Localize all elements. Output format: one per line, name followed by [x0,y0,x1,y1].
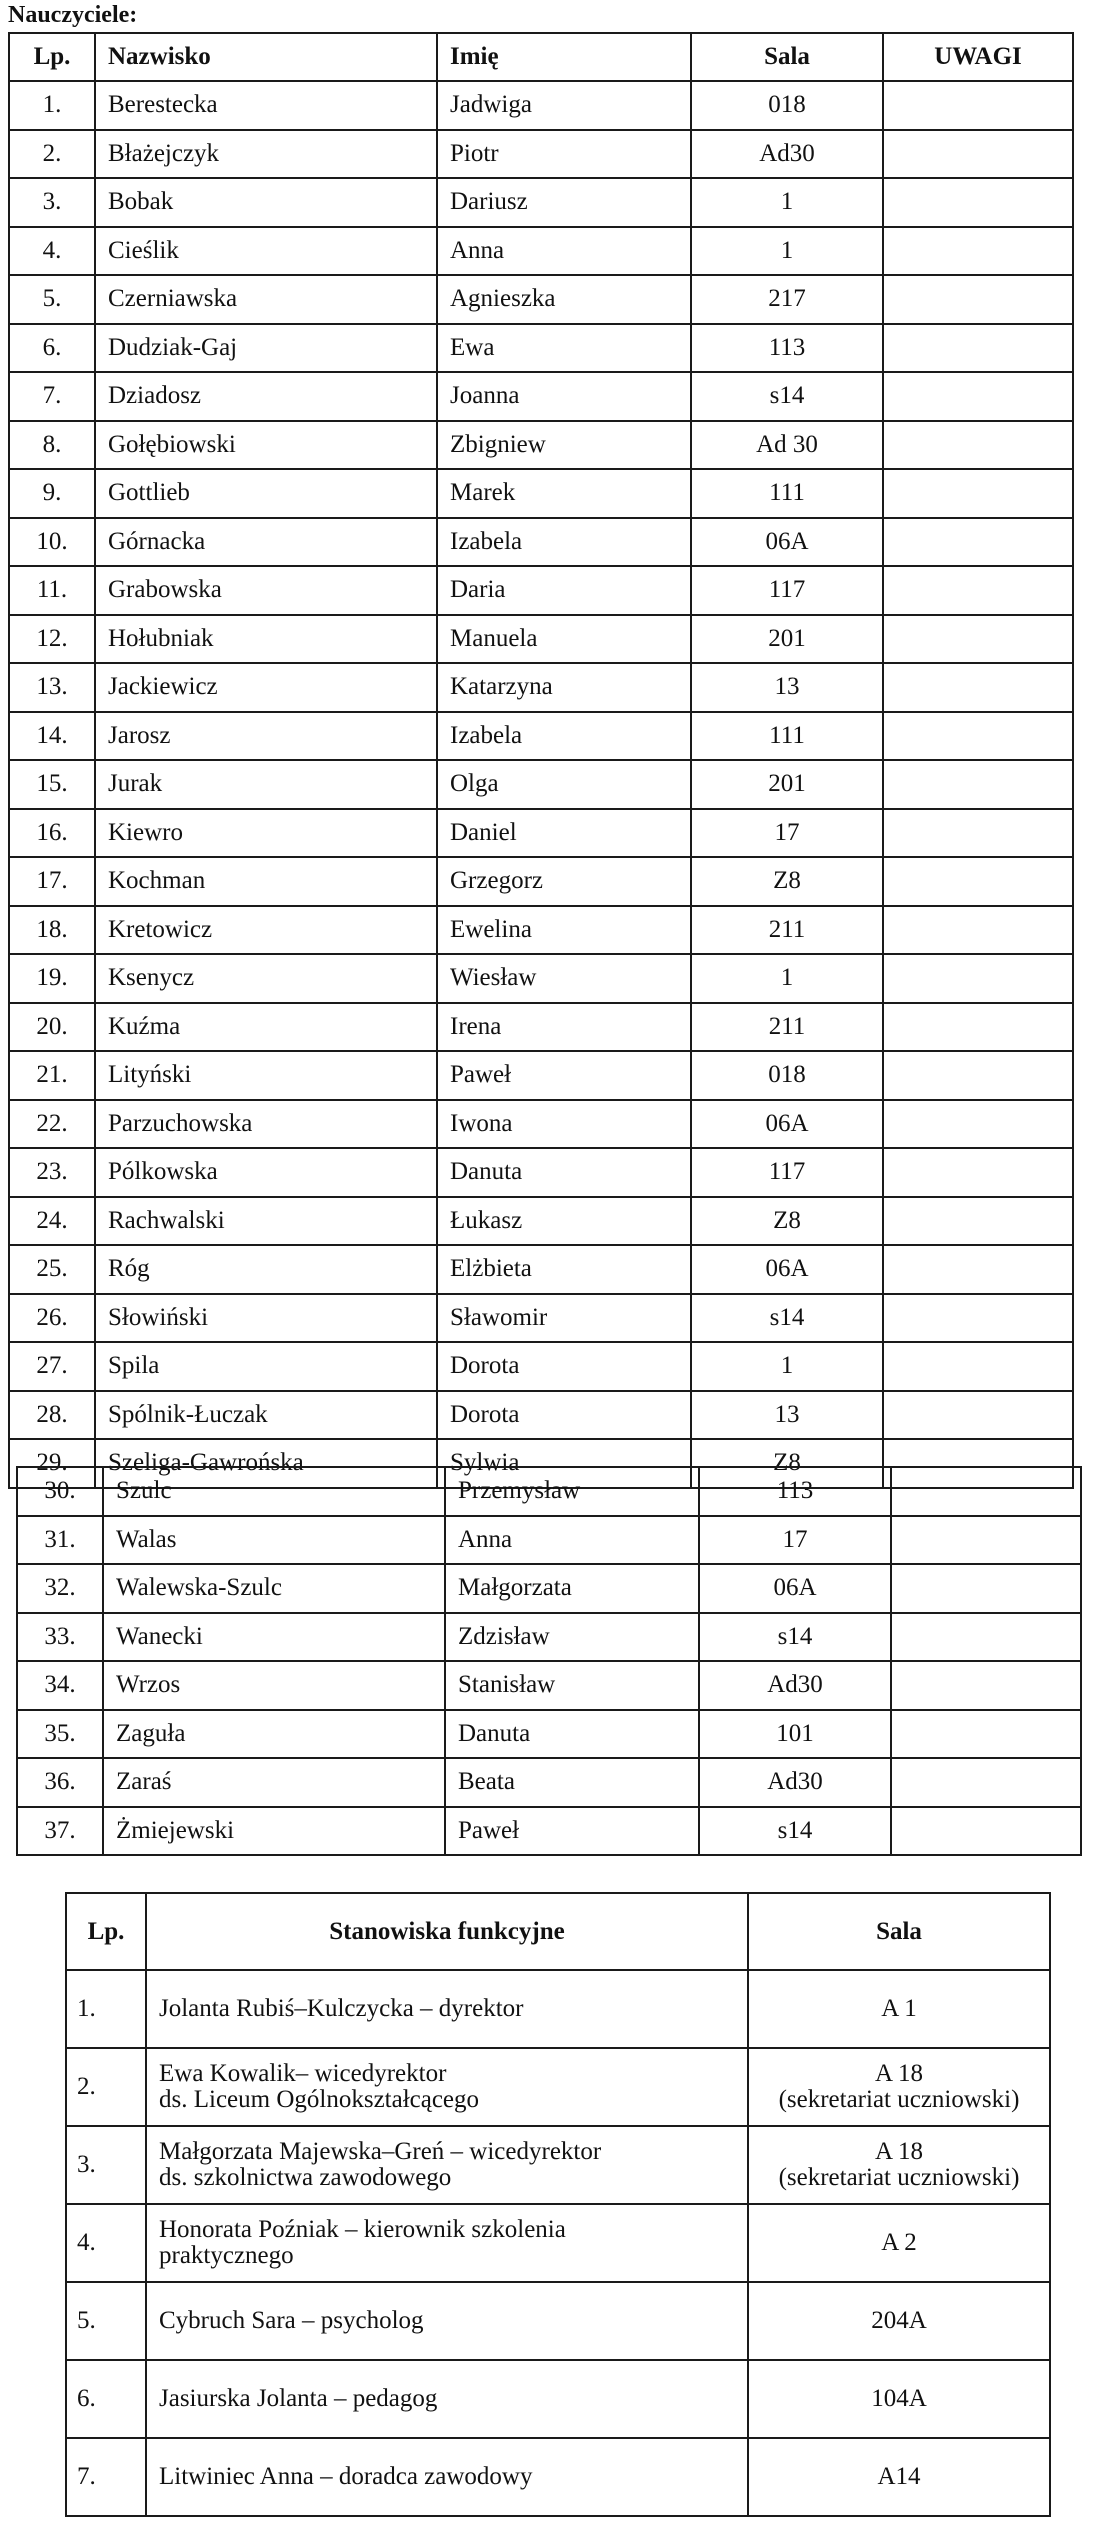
position-room [748,2282,1050,2360]
row-surname: Spila [95,1342,437,1391]
positions-table [65,1892,1051,2517]
row-first-name: Zdzisław [445,1613,699,1662]
table-row [9,81,1073,130]
row-surname: Bobak [95,178,437,227]
row-surname: Parzuchowska [95,1100,437,1149]
row-lp: 9. [9,469,95,518]
row-notes [883,1294,1073,1343]
position-lp: 2. [66,2048,146,2126]
row-surname: Cieślik [95,227,437,276]
position-room [748,1970,1050,2048]
table-row [9,1342,1073,1391]
row-first-name: Paweł [437,1051,691,1100]
row-surname: Berestecka [95,81,437,130]
row-lp: 12. [9,615,95,664]
row-notes [883,1245,1073,1294]
position-title-line1: Jolanta Rubiś–Kulczycka – dyrektor [159,1994,524,2022]
row-lp: 5. [9,275,95,324]
row-first-name: Sylwia [437,1439,691,1488]
row-notes [883,1391,1073,1440]
table-row [17,1564,1081,1613]
row-notes [883,954,1073,1003]
row-lp: 10. [9,518,95,567]
row-surname: Zaraś [103,1758,445,1807]
row-surname: Pólkowska [95,1148,437,1197]
row-notes [883,518,1073,567]
header-lp: Lp. [9,33,95,81]
row-room: 111 [691,712,883,761]
position-room [748,2360,1050,2438]
row-notes [883,1342,1073,1391]
row-surname: Kuźma [95,1003,437,1052]
row-room: 1 [691,1342,883,1391]
table-row [9,130,1073,179]
row-surname: Wanecki [103,1613,445,1662]
positions-body [66,1970,1050,2516]
row-lp: 4. [9,227,95,276]
row-notes [883,1051,1073,1100]
table-row [9,760,1073,809]
row-surname: Jackiewicz [95,663,437,712]
row-surname: Szeliga-Gawrońska [95,1439,437,1488]
position-title-line1: Litwiniec Anna – doradca zawodowy [159,2462,533,2490]
row-room: s14 [691,1294,883,1343]
row-room: 117 [691,566,883,615]
row-notes [883,130,1073,179]
row-first-name: Beata [445,1758,699,1807]
row-notes [883,615,1073,664]
position-room-line1: 104A [871,2384,927,2412]
row-lp: 7. [9,372,95,421]
row-room: Ad30 [699,1758,891,1807]
row-notes [883,372,1073,421]
row-first-name: Agnieszka [437,275,691,324]
row-surname: Górnacka [95,518,437,567]
row-first-name: Piotr [437,130,691,179]
row-surname: Walewska-Szulc [103,1564,445,1613]
position-room [748,2204,1050,2282]
row-room: Z8 [691,857,883,906]
row-surname: Wrzos [103,1661,445,1710]
position-title [146,1970,748,2048]
header-room: Sala [691,33,883,81]
table-row [9,324,1073,373]
row-room: s14 [699,1613,891,1662]
table-row [9,1197,1073,1246]
row-lp: 16. [9,809,95,858]
row-notes [883,663,1073,712]
row-lp: 18. [9,906,95,955]
row-room: 1 [691,227,883,276]
row-first-name: Izabela [437,518,691,567]
position-title-line1: Jasiurska Jolanta – pedagog [159,2384,438,2412]
row-lp: 13. [9,663,95,712]
row-surname: Dudziak-Gaj [95,324,437,373]
row-notes [883,227,1073,276]
row-lp: 14. [9,712,95,761]
row-lp: 32. [17,1564,103,1613]
row-room: 1 [691,954,883,1003]
row-notes [891,1758,1081,1807]
row-first-name: Dariusz [437,178,691,227]
table-row [9,615,1073,664]
position-title-line1: Honorata Poźniak – kierownik szkolenia [159,2215,566,2243]
row-lp: 11. [9,566,95,615]
row-notes [883,178,1073,227]
row-room: 13 [691,1391,883,1440]
row-notes [883,566,1073,615]
position-title [146,2204,748,2282]
header-notes: UWAGI [883,33,1073,81]
position-lp: 4. [66,2204,146,2282]
row-lp: 1. [9,81,95,130]
row-first-name: Danuta [437,1148,691,1197]
table-row [9,372,1073,421]
row-lp: 37. [17,1807,103,1856]
row-room: 1 [691,178,883,227]
row-lp: 19. [9,954,95,1003]
position-title [146,2438,748,2516]
row-first-name: Grzegorz [437,857,691,906]
positions-header-row [66,1893,1050,1970]
table-row [9,178,1073,227]
position-title-line1: Cybruch Sara – psycholog [159,2306,424,2334]
teachers-table-continued [16,1466,1082,1856]
position-lp: 5. [66,2282,146,2360]
row-first-name: Małgorzata [445,1564,699,1613]
table-row [66,1970,1050,2048]
position-room-line1: A 18 [875,2059,923,2087]
row-surname: Spólnik-Łuczak [95,1391,437,1440]
row-surname: Jarosz [95,712,437,761]
row-room: 113 [691,324,883,373]
row-lp: 35. [17,1710,103,1759]
position-title [146,2048,748,2126]
row-surname: Gołębiowski [95,421,437,470]
position-title [146,2360,748,2438]
row-surname: Lityński [95,1051,437,1100]
row-room: 211 [691,906,883,955]
position-room-line1: 204A [871,2306,927,2334]
table-row [9,906,1073,955]
row-room: 217 [691,275,883,324]
row-lp: 6. [9,324,95,373]
row-surname: Kretowicz [95,906,437,955]
table-row [17,1661,1081,1710]
table-row [9,663,1073,712]
row-surname: Błażejczyk [95,130,437,179]
row-surname: Jurak [95,760,437,809]
row-lp: 29. [9,1439,95,1488]
position-title [146,2126,748,2204]
row-surname: Zaguła [103,1710,445,1759]
row-notes [883,712,1073,761]
position-room-line1: A 1 [881,1994,917,2022]
row-notes [891,1807,1081,1856]
position-room-line2: (sekretariat uczniowski) [778,2086,1020,2113]
table-row [9,809,1073,858]
row-surname: Grabowska [95,566,437,615]
row-lp: 27. [9,1342,95,1391]
row-first-name: Sławomir [437,1294,691,1343]
row-lp: 20. [9,1003,95,1052]
row-notes [883,906,1073,955]
table-row [66,2126,1050,2204]
position-title-line2: ds. szkolnictwa zawodowego [159,2164,452,2191]
row-room: Z8 [691,1197,883,1246]
row-notes [883,1100,1073,1149]
row-surname: Czerniawska [95,275,437,324]
row-room: Ad30 [699,1661,891,1710]
row-room: Ad 30 [691,421,883,470]
row-lp: 2. [9,130,95,179]
row-room: 201 [691,760,883,809]
position-room-line1: A 2 [881,2228,917,2256]
table-row [9,1245,1073,1294]
table-row [9,275,1073,324]
row-notes [883,421,1073,470]
row-first-name: Danuta [445,1710,699,1759]
page-heading: Nauczyciele: [8,2,138,28]
position-lp: 7. [66,2438,146,2516]
row-lp: 33. [17,1613,103,1662]
row-surname: Szulc [103,1467,445,1516]
row-surname: Rachwalski [95,1197,437,1246]
table-row [66,2048,1050,2126]
row-first-name: Daniel [437,809,691,858]
position-lp: 1. [66,1970,146,2048]
row-first-name: Jadwiga [437,81,691,130]
row-lp: 23. [9,1148,95,1197]
position-room [748,2048,1050,2126]
row-room: 13 [691,663,883,712]
row-surname: Dziadosz [95,372,437,421]
row-lp: 36. [17,1758,103,1807]
row-room: 018 [691,1051,883,1100]
row-notes [883,1148,1073,1197]
table-row [9,1003,1073,1052]
table-row [9,421,1073,470]
row-room: 06A [691,518,883,567]
table-row [9,1148,1073,1197]
row-notes [883,81,1073,130]
row-first-name: Iwona [437,1100,691,1149]
position-title-line2: ds. Liceum Ogólnokształcącego [159,2086,480,2113]
table-row [17,1467,1081,1516]
row-room: 06A [691,1245,883,1294]
position-title-line2: praktycznego [159,2242,294,2269]
row-first-name: Manuela [437,615,691,664]
row-first-name: Dorota [437,1391,691,1440]
row-room: 06A [699,1564,891,1613]
row-lp: 15. [9,760,95,809]
row-notes [883,469,1073,518]
row-notes [891,1661,1081,1710]
row-notes [883,857,1073,906]
table-row [17,1613,1081,1662]
header-first-name: Imię [437,33,691,81]
row-surname: Słowiński [95,1294,437,1343]
position-room [748,2438,1050,2516]
row-room: 211 [691,1003,883,1052]
table-row [66,2438,1050,2516]
row-notes [891,1710,1081,1759]
row-room: 17 [691,809,883,858]
teachers-table [8,32,1074,1489]
positions-header-room: Sala [748,1893,1050,1970]
table-row [17,1758,1081,1807]
position-title [146,2282,748,2360]
table-row [66,2204,1050,2282]
row-lp: 21. [9,1051,95,1100]
row-first-name: Zbigniew [437,421,691,470]
row-notes [883,1003,1073,1052]
row-room: 06A [691,1100,883,1149]
row-lp: 26. [9,1294,95,1343]
row-notes [883,809,1073,858]
row-room: 111 [691,469,883,518]
row-surname: Ksenycz [95,954,437,1003]
table-row [17,1516,1081,1565]
row-lp: 31. [17,1516,103,1565]
table-row [9,1100,1073,1149]
row-room: Z8 [691,1439,883,1488]
row-room: 17 [699,1516,891,1565]
row-first-name: Łukasz [437,1197,691,1246]
row-room: Ad30 [691,130,883,179]
row-lp: 8. [9,421,95,470]
table-row [9,857,1073,906]
row-surname: Kochman [95,857,437,906]
position-room-line1: A14 [877,2462,921,2490]
row-lp: 30. [17,1467,103,1516]
position-room [748,2126,1050,2204]
table-row [9,1391,1073,1440]
table-row [66,2282,1050,2360]
teachers-header-row [9,33,1073,81]
header-surname: Nazwisko [95,33,437,81]
row-first-name: Anna [445,1516,699,1565]
row-notes [891,1613,1081,1662]
row-surname: Żmiejewski [103,1807,445,1856]
row-notes [883,760,1073,809]
row-lp: 24. [9,1197,95,1246]
row-first-name: Wiesław [437,954,691,1003]
row-first-name: Joanna [437,372,691,421]
position-title-line1: Małgorzata Majewska–Greń – wicedyrektor [159,2137,602,2165]
row-first-name: Paweł [445,1807,699,1856]
table-row [9,954,1073,1003]
row-first-name: Daria [437,566,691,615]
table-row [9,712,1073,761]
row-notes [883,1197,1073,1246]
table-row [9,469,1073,518]
row-notes [891,1564,1081,1613]
row-lp: 25. [9,1245,95,1294]
row-first-name: Anna [437,227,691,276]
row-room: 101 [699,1710,891,1759]
row-surname: Gottlieb [95,469,437,518]
positions-header-position: Stanowiska funkcyjne [146,1893,748,1970]
position-lp: 6. [66,2360,146,2438]
row-room: s14 [699,1807,891,1856]
row-first-name: Katarzyna [437,663,691,712]
row-lp: 17. [9,857,95,906]
teachers-body-continued [17,1467,1081,1855]
row-notes [883,275,1073,324]
row-room: 201 [691,615,883,664]
table-row [9,1294,1073,1343]
row-first-name: Irena [437,1003,691,1052]
row-first-name: Dorota [437,1342,691,1391]
position-room-line2: (sekretariat uczniowski) [778,2164,1020,2191]
row-surname: Hołubniak [95,615,437,664]
row-lp: 22. [9,1100,95,1149]
row-first-name: Ewa [437,324,691,373]
row-first-name: Izabela [437,712,691,761]
table-row [17,1710,1081,1759]
positions-header-lp: Lp. [66,1893,146,1970]
row-room: 117 [691,1148,883,1197]
row-room: s14 [691,372,883,421]
row-lp: 34. [17,1661,103,1710]
row-lp: 28. [9,1391,95,1440]
row-room: 113 [699,1467,891,1516]
table-row [66,2360,1050,2438]
row-first-name: Elżbieta [437,1245,691,1294]
row-first-name: Ewelina [437,906,691,955]
row-room: 018 [691,81,883,130]
row-first-name: Marek [437,469,691,518]
row-surname: Róg [95,1245,437,1294]
row-surname: Kiewro [95,809,437,858]
row-notes [891,1516,1081,1565]
table-row [9,1051,1073,1100]
table-row [17,1807,1081,1856]
position-title-line1: Ewa Kowalik– wicedyrektor [159,2059,447,2087]
row-notes [883,324,1073,373]
row-first-name: Przemysław [445,1467,699,1516]
teachers-body [9,81,1073,1488]
row-notes [891,1467,1081,1516]
table-row [9,566,1073,615]
position-room-line1: A 18 [875,2137,923,2165]
row-first-name: Olga [437,760,691,809]
row-lp: 3. [9,178,95,227]
table-row [9,518,1073,567]
table-row [9,227,1073,276]
position-lp: 3. [66,2126,146,2204]
row-surname: Walas [103,1516,445,1565]
row-first-name: Stanisław [445,1661,699,1710]
